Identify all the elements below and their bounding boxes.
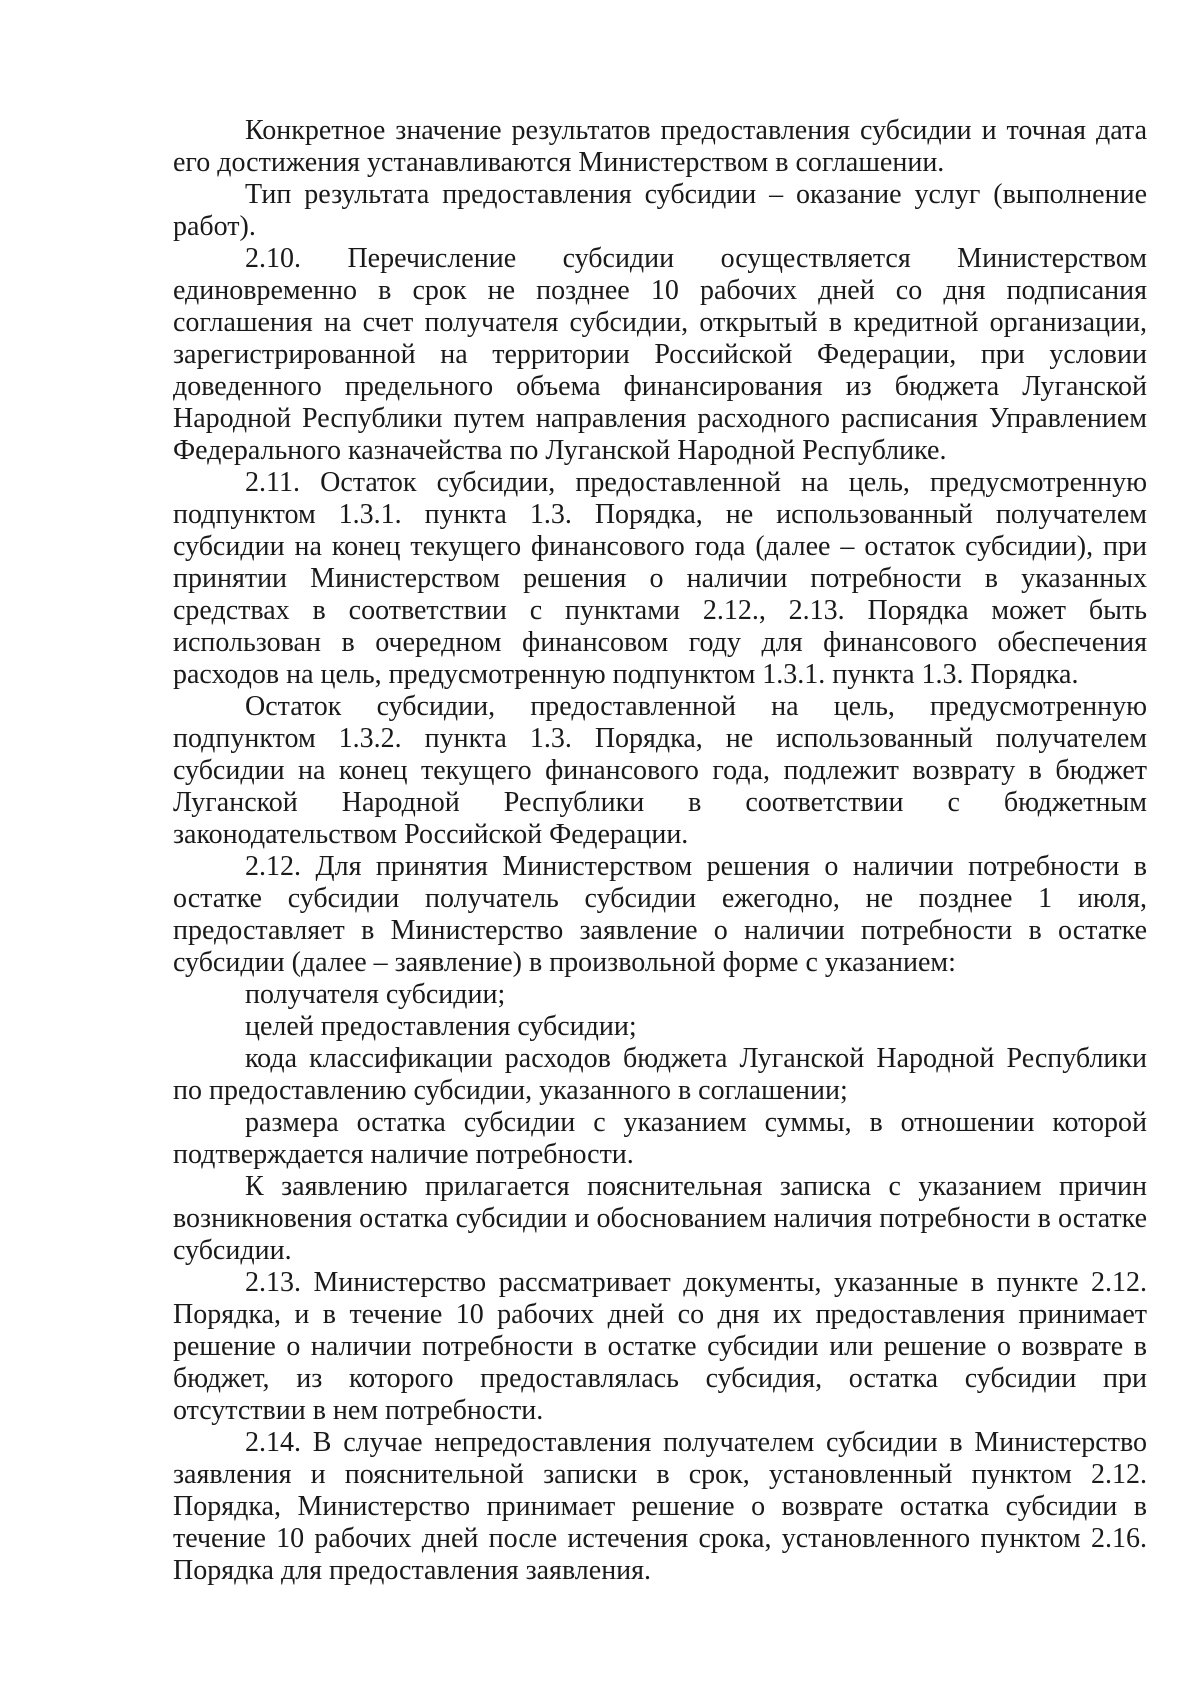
paragraph-remaining-subsidy: Остаток субсидии, предоставленной на цель, предусмотренную подпунктом 1.3.2. пункта 1.3. Порядка, не использованный получателем субсидии на конец текущего финансового года, подлежит возврату в бюджет Луганской Народной Республики в соответствии с бюджетным законодательством Российской Федерации. [173,691,1147,850]
list-item-purposes: целей предоставления субсидии; [245,1011,637,1042]
paragraph-2-14: 2.14. В случае непредоставления получателем субсидии в Министерство заявления и пояснительной записки в срок, установленный пунктом 2.12. Порядка, Министерство принимает решение о возврате остатка субсидии в течение 10 рабочих дней после истечения срока, установленного пунктом 2.16. Порядка для предоставления заявления. [173,1427,1147,1586]
paragraph-2-13: 2.13. Министерство рассматривает документы, указанные в пункте 2.12. Порядка, и в течение 10 рабочих дней со дня их предоставления принимает решение о наличии потребности в остатке субсидии или решение о возврате в бюджет, из которого предоставлялась субсидия, остатка субсидии при отсутствии в нем потребности. [173,1267,1147,1426]
list-item-budget-code: кода классификации расходов бюджета Луганской Народной Республики по предоставлению субсидии, указанного в соглашении; [173,1043,1147,1106]
document-page [173,115,1147,1587]
list-item-remaining-amount: размера остатка субсидии с указанием суммы, в отношении которой подтверждается наличие потребности. [173,1107,1147,1170]
paragraph-explanatory-note: К заявлению прилагается пояснительная записка с указанием причин возникновения остатка субсидии и обоснованием наличия потребности в остатке субсидии. [173,1171,1147,1266]
paragraph-2-12: 2.12. Для принятия Министерством решения о наличии потребности в остатке субсидии получатель субсидии ежегодно, не позднее 1 июля, предоставляет в Министерство заявление о наличии потребности в остатке субсидии (далее – заявление) в произвольной форме с указанием: [173,851,1147,978]
paragraph-2-10: 2.10. Перечисление субсидии осуществляется Министерством единовременно в срок не позднее 10 рабочих дней со дня подписания соглашения на счет получателя субсидии, открытый в кредитной организации, зарегистрированной на территории Российской Федерации, при условии доведенного предельного объема финансирования из бюджета Луганской Народной Республики путем направления расходного расписания Управлением Федерального казначейства по Луганской Народной Республике. [173,243,1147,466]
paragraph-result-type: Тип результата предоставления субсидии – оказание услуг (выполнение работ). [173,179,1147,242]
paragraph-result-value: Конкретное значение результатов предоставления субсидии и точная дата его достижения устанавливаются Министерством в соглашении. [173,115,1147,178]
paragraph-2-11: 2.11. Остаток субсидии, предоставленной на цель, предусмотренную подпунктом 1.3.1. пункта 1.3. Порядка, не использованный получателем субсидии на конец текущего финансового года (далее – остаток субсидии), при принятии Министерством решения о наличии потребности в указанных средствах в соответствии с пунктами 2.12., 2.13. Порядка может быть использован в очередном финансовом году для финансового обеспечения расходов на цель, предусмотренную подпунктом 1.3.1. пункта 1.3. Порядка. [173,467,1147,690]
list-item-recipient: получателя субсидии; [245,979,506,1010]
